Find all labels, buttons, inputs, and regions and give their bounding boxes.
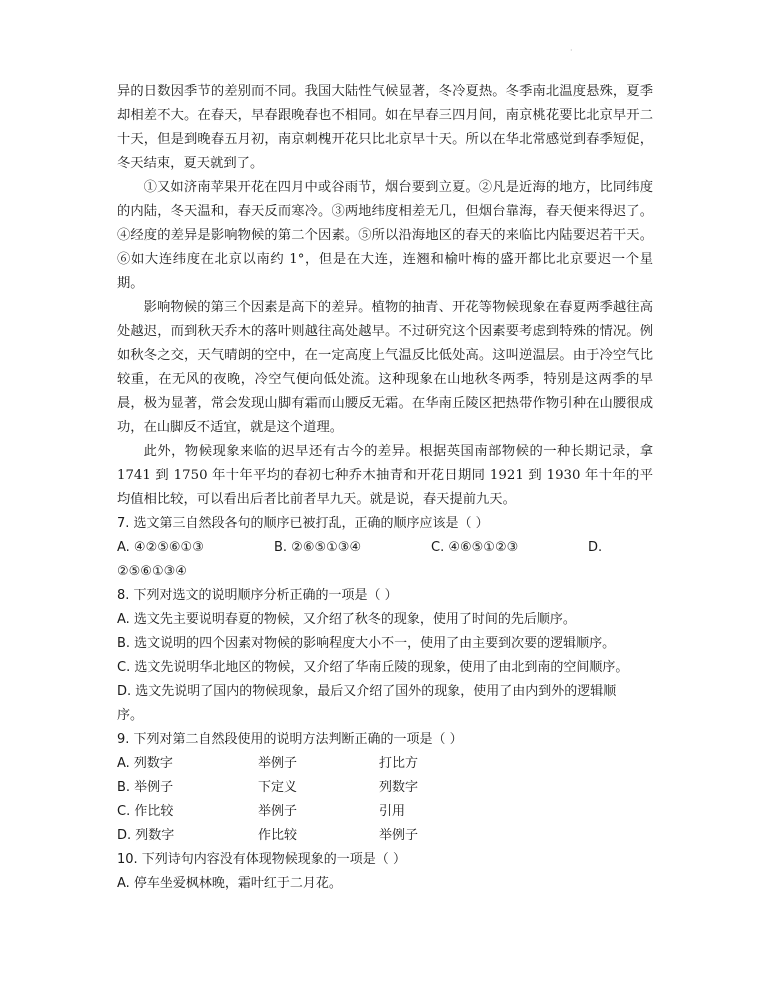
document-page <box>117 80 653 896</box>
option-c[interactable] <box>117 800 653 824</box>
option-b-method-3: 列数字 <box>379 780 419 795</box>
question-7 <box>117 512 653 584</box>
option-a-method-1: A. 列数字 <box>117 756 173 771</box>
passage-paragraph-3: 影响物候的第三个因素是高下的差异。植物的抽青、开花等物候现象在春夏两季越往高处越迟，而到秋天乔木的落叶则越往高处越早。不过研究这个因素要考虑到特殊的情况。例如秋冬之交，天气晴朗的空中，在一定高度上气温反比低处高。这叫逆温层。由于冷空气比较重，在无风的夜晚，冷空气便向低处流。这种现象在山地秋冬两季，特别是这两季的早晨，极为显著，常会发现山脚有霜而山腰反无霜。在华南丘陵区把热带作物引种在山腰很成功，在山脚反不适宜，就是这个道理。 <box>117 300 653 435</box>
corner-mark: · <box>570 46 573 55</box>
option-c[interactable]: C. 选文先说明华北地区的物候，又介绍了华南丘陵的现象，使用了由北到南的空间顺序。 <box>117 660 629 675</box>
option-b[interactable] <box>117 776 653 800</box>
question-10 <box>117 848 653 896</box>
option-a[interactable] <box>117 752 653 776</box>
question-9 <box>117 728 653 848</box>
question-9-stem: 9. 下列对第二自然段使用的说明方法判断正确的一项是（ ） <box>117 732 463 747</box>
option-d[interactable]: D. <box>588 540 603 555</box>
option-b-method-2: 下定义 <box>258 780 298 795</box>
option-a-method-3: 打比方 <box>379 756 419 771</box>
option-a[interactable]: A. ④②⑤⑥①③ <box>117 540 204 555</box>
option-c-method-2: 举例子 <box>258 804 298 819</box>
question-10-stem: 10. 下列诗句内容没有体现物候现象的一项是（ ） <box>117 852 406 867</box>
option-d[interactable] <box>117 824 653 848</box>
option-d[interactable]: D. 选文先说明了国内的物候现象，最后又介绍了国外的现象，使用了由内到外的逻辑顺 <box>117 684 617 699</box>
question-8 <box>117 584 653 728</box>
passage-paragraph-4: 此外，物候现象来临的迟早还有古今的差异。根据英国南部物候的一种长期记录，拿 1741 到 1750 年十年平均的春初七种乔木抽青和开花日期同 1921 到 1930 年十年的平均值相比较，可以看出后者比前者早九天。就是说，春天提前九天。 <box>117 444 653 507</box>
option-a-method-2: 举例子 <box>258 756 298 771</box>
option-c-method-1: C. 作比较 <box>117 804 174 819</box>
passage-paragraph-1: 异的日数因季节的差别而不同。我国大陆性气候显著，冬冷夏热。冬季南北温度悬殊，夏季却相差不大。在春天，早春跟晚春也不相同。如在早春三四月间，南京桃花要比北京早开二十天，但是到晚春五月初，南京刺槐开花只比北京早十天。所以在华北常感觉到春季短促，冬天结束，夏天就到了。 <box>117 84 653 171</box>
option-b-method-1: B. 举例子 <box>117 780 174 795</box>
option-d-method-1: D. 列数字 <box>117 828 175 843</box>
option-d-method-3: 举例子 <box>379 828 419 843</box>
option-d-continued[interactable]: 序。 <box>117 708 144 723</box>
passage-paragraph-2: ①又如济南苹果开花在四月中或谷雨节，烟台要到立夏。②凡是近海的地方，比同纬度的内陆，冬天温和，春天反而寒冷。③两地纬度相差无几，但烟台靠海，春天便来得迟了。④经度的差异是影响物候的第二个因素。⑤所以沿海地区的春天的来临比内陆要迟若干天。⑥如大连纬度在北京以南约 1°，但是在大连，连翘和榆叶梅的盛开都比北京要迟一个星期。 <box>117 180 653 291</box>
option-d-method-2: 作比较 <box>258 828 298 843</box>
option-b[interactable]: B. 选文说明的四个因素对物候的影响程度大小不一，使用了由主要到次要的逻辑顺序。 <box>117 636 616 651</box>
question-7-stem: 7. 选文第三自然段各句的顺序已被打乱，正确的顺序应该是（ ） <box>117 516 489 531</box>
question-7-options <box>117 536 653 560</box>
option-c-method-3: 引用 <box>379 804 406 819</box>
option-d-continued[interactable]: ②⑤⑥①③④ <box>117 564 187 579</box>
option-b[interactable]: B. ②⑥⑤①③④ <box>274 540 362 555</box>
option-a[interactable]: A. 停车坐爱枫林晚，霜叶红于二月花。 <box>117 876 342 891</box>
question-8-stem: 8. 下列对选文的说明顺序分析正确的一项是（ ） <box>117 588 398 603</box>
option-c[interactable]: C. ④⑥⑤①②③ <box>431 540 519 555</box>
option-a[interactable]: A. 选文先主要说明春夏的物候，又介绍了秋冬的现象，使用了时间的先后顺序。 <box>117 612 576 627</box>
